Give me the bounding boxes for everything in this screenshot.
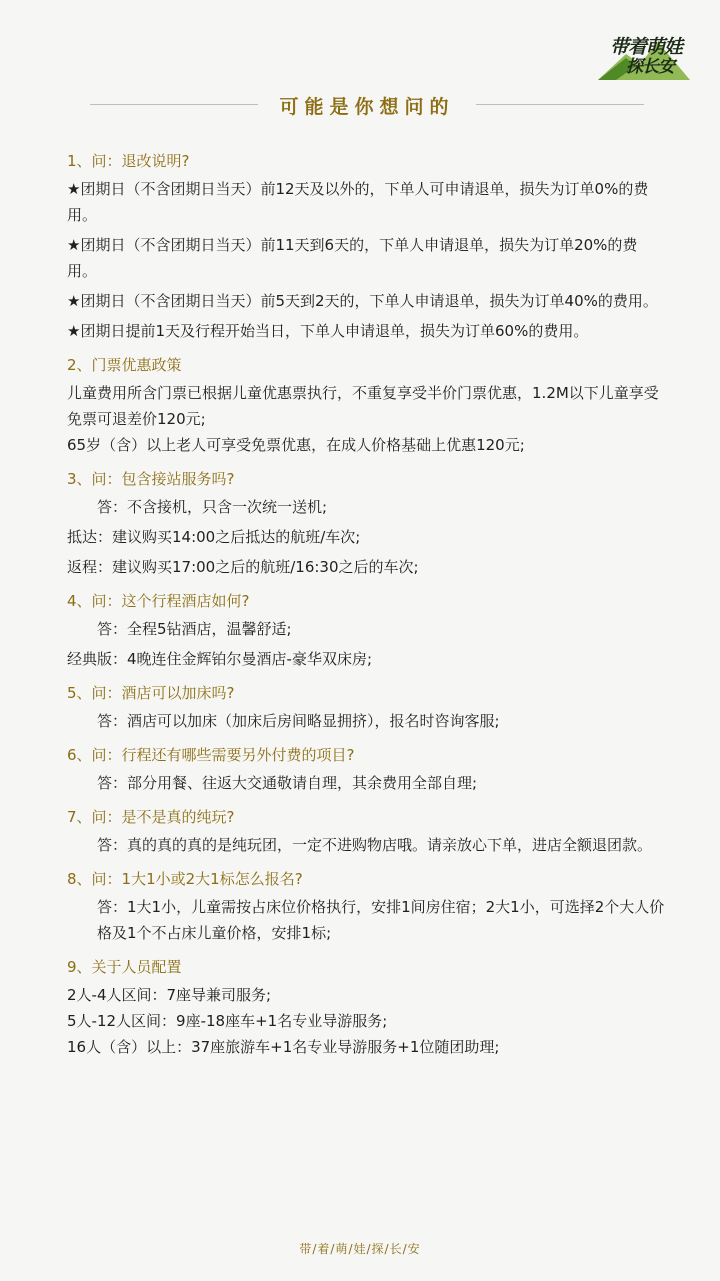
faq-question: 6、问：行程还有哪些需要另外付费的项目?: [67, 746, 355, 764]
faq-paragraph: 2人-4人区间：7座导兼司服务;: [67, 986, 272, 1004]
faq-paragraph: ★团期日提前1天及行程开始当日，下单人申请退单，损失为订单60%的费用。: [67, 322, 589, 340]
section-header: [0, 92, 720, 118]
faq-paragraph: 65岁（含）以上老人可享受免票优惠，在成人价格基础上优惠120元;: [67, 436, 525, 454]
page-title: 可能是你想问的: [279, 96, 455, 118]
faq-paragraph: 儿童费用所含门票已根据儿童优惠票执行，不重复享受半价门票优惠，1.2M以下儿童享受免票可退差价120元;: [67, 384, 659, 428]
faq-question: 1、问：退改说明?: [67, 152, 190, 170]
faq-paragraph: 经典版：4晚连住金辉铂尔曼酒店-豪华双床房;: [67, 650, 373, 668]
logo-line1: 带着萌娃: [610, 36, 683, 58]
faq-answer: 答：不含接机，只含一次统一送机;: [97, 498, 328, 516]
faq-list: [67, 150, 667, 1060]
faq-item: [67, 744, 667, 796]
faq-question: 4、问：这个行程酒店如何?: [67, 592, 250, 610]
faq-answer: 答：部分用餐、往返大交通敬请自理，其余费用全部自理;: [97, 774, 478, 792]
faq-paragraph: 抵达：建议购买14:00之后抵达的航班/车次;: [67, 528, 361, 546]
faq-paragraph: 5人-12人区间：9座-18座车+1名专业导游服务;: [67, 1012, 388, 1030]
faq-question: 3、问：包含接站服务吗?: [67, 470, 235, 488]
faq-item: [67, 590, 667, 672]
faq-item: [67, 806, 667, 858]
faq-paragraph: ★团期日（不含团期日当天）前12天及以外的，下单人可申请退单，损失为订单0%的费用。: [67, 180, 649, 224]
faq-question: 7、问：是不是真的纯玩?: [67, 808, 235, 826]
faq-answer: 答：全程5钻酒店，温馨舒适;: [97, 620, 292, 638]
faq-item: [67, 682, 667, 734]
footer-tagline: 带/着/萌/娃/探/长/安: [299, 1242, 421, 1256]
faq-paragraph: 返程：建议购买17:00之后的航班/16:30之后的车次;: [67, 558, 419, 576]
faq-item: [67, 868, 667, 946]
logo-line2: 探长安: [626, 57, 674, 77]
divider: [476, 104, 644, 105]
faq-question: 9、关于人员配置: [67, 958, 182, 976]
faq-item: [67, 956, 667, 1060]
divider: [90, 104, 258, 105]
faq-paragraph: ★团期日（不含团期日当天）前11天到6天的，下单人申请退单，损失为订单20%的费用。: [67, 236, 638, 280]
faq-question: 2、门票优惠政策: [67, 356, 182, 374]
faq-answer: 答：酒店可以加床（加床后房间略显拥挤），报名时咨询客服;: [97, 712, 500, 730]
faq-item: [67, 354, 667, 458]
faq-question: 8、问：1大1小或2大1标怎么报名?: [67, 870, 303, 888]
faq-answer: 答：1大1小，儿童需按占床位价格执行，安排1间房住宿；2大1小，可选择2个大人价格及1个不占床儿童价格，安排1标;: [97, 898, 665, 942]
faq-answer: 答：真的真的真的是纯玩团，一定不进购物店哦。请亲放心下单，进店全额退团款。: [97, 836, 653, 854]
faq-item: [67, 468, 667, 580]
faq-question: 5、问：酒店可以加床吗?: [67, 684, 235, 702]
faq-paragraph: ★团期日（不含团期日当天）前5天到2天的，下单人申请退单，损失为订单40%的费用。: [67, 292, 658, 310]
faq-item: [67, 150, 667, 344]
faq-paragraph: 16人（含）以上：37座旅游车+1名专业导游服务+1位随团助理;: [67, 1038, 500, 1056]
brand-logo: [596, 28, 692, 82]
